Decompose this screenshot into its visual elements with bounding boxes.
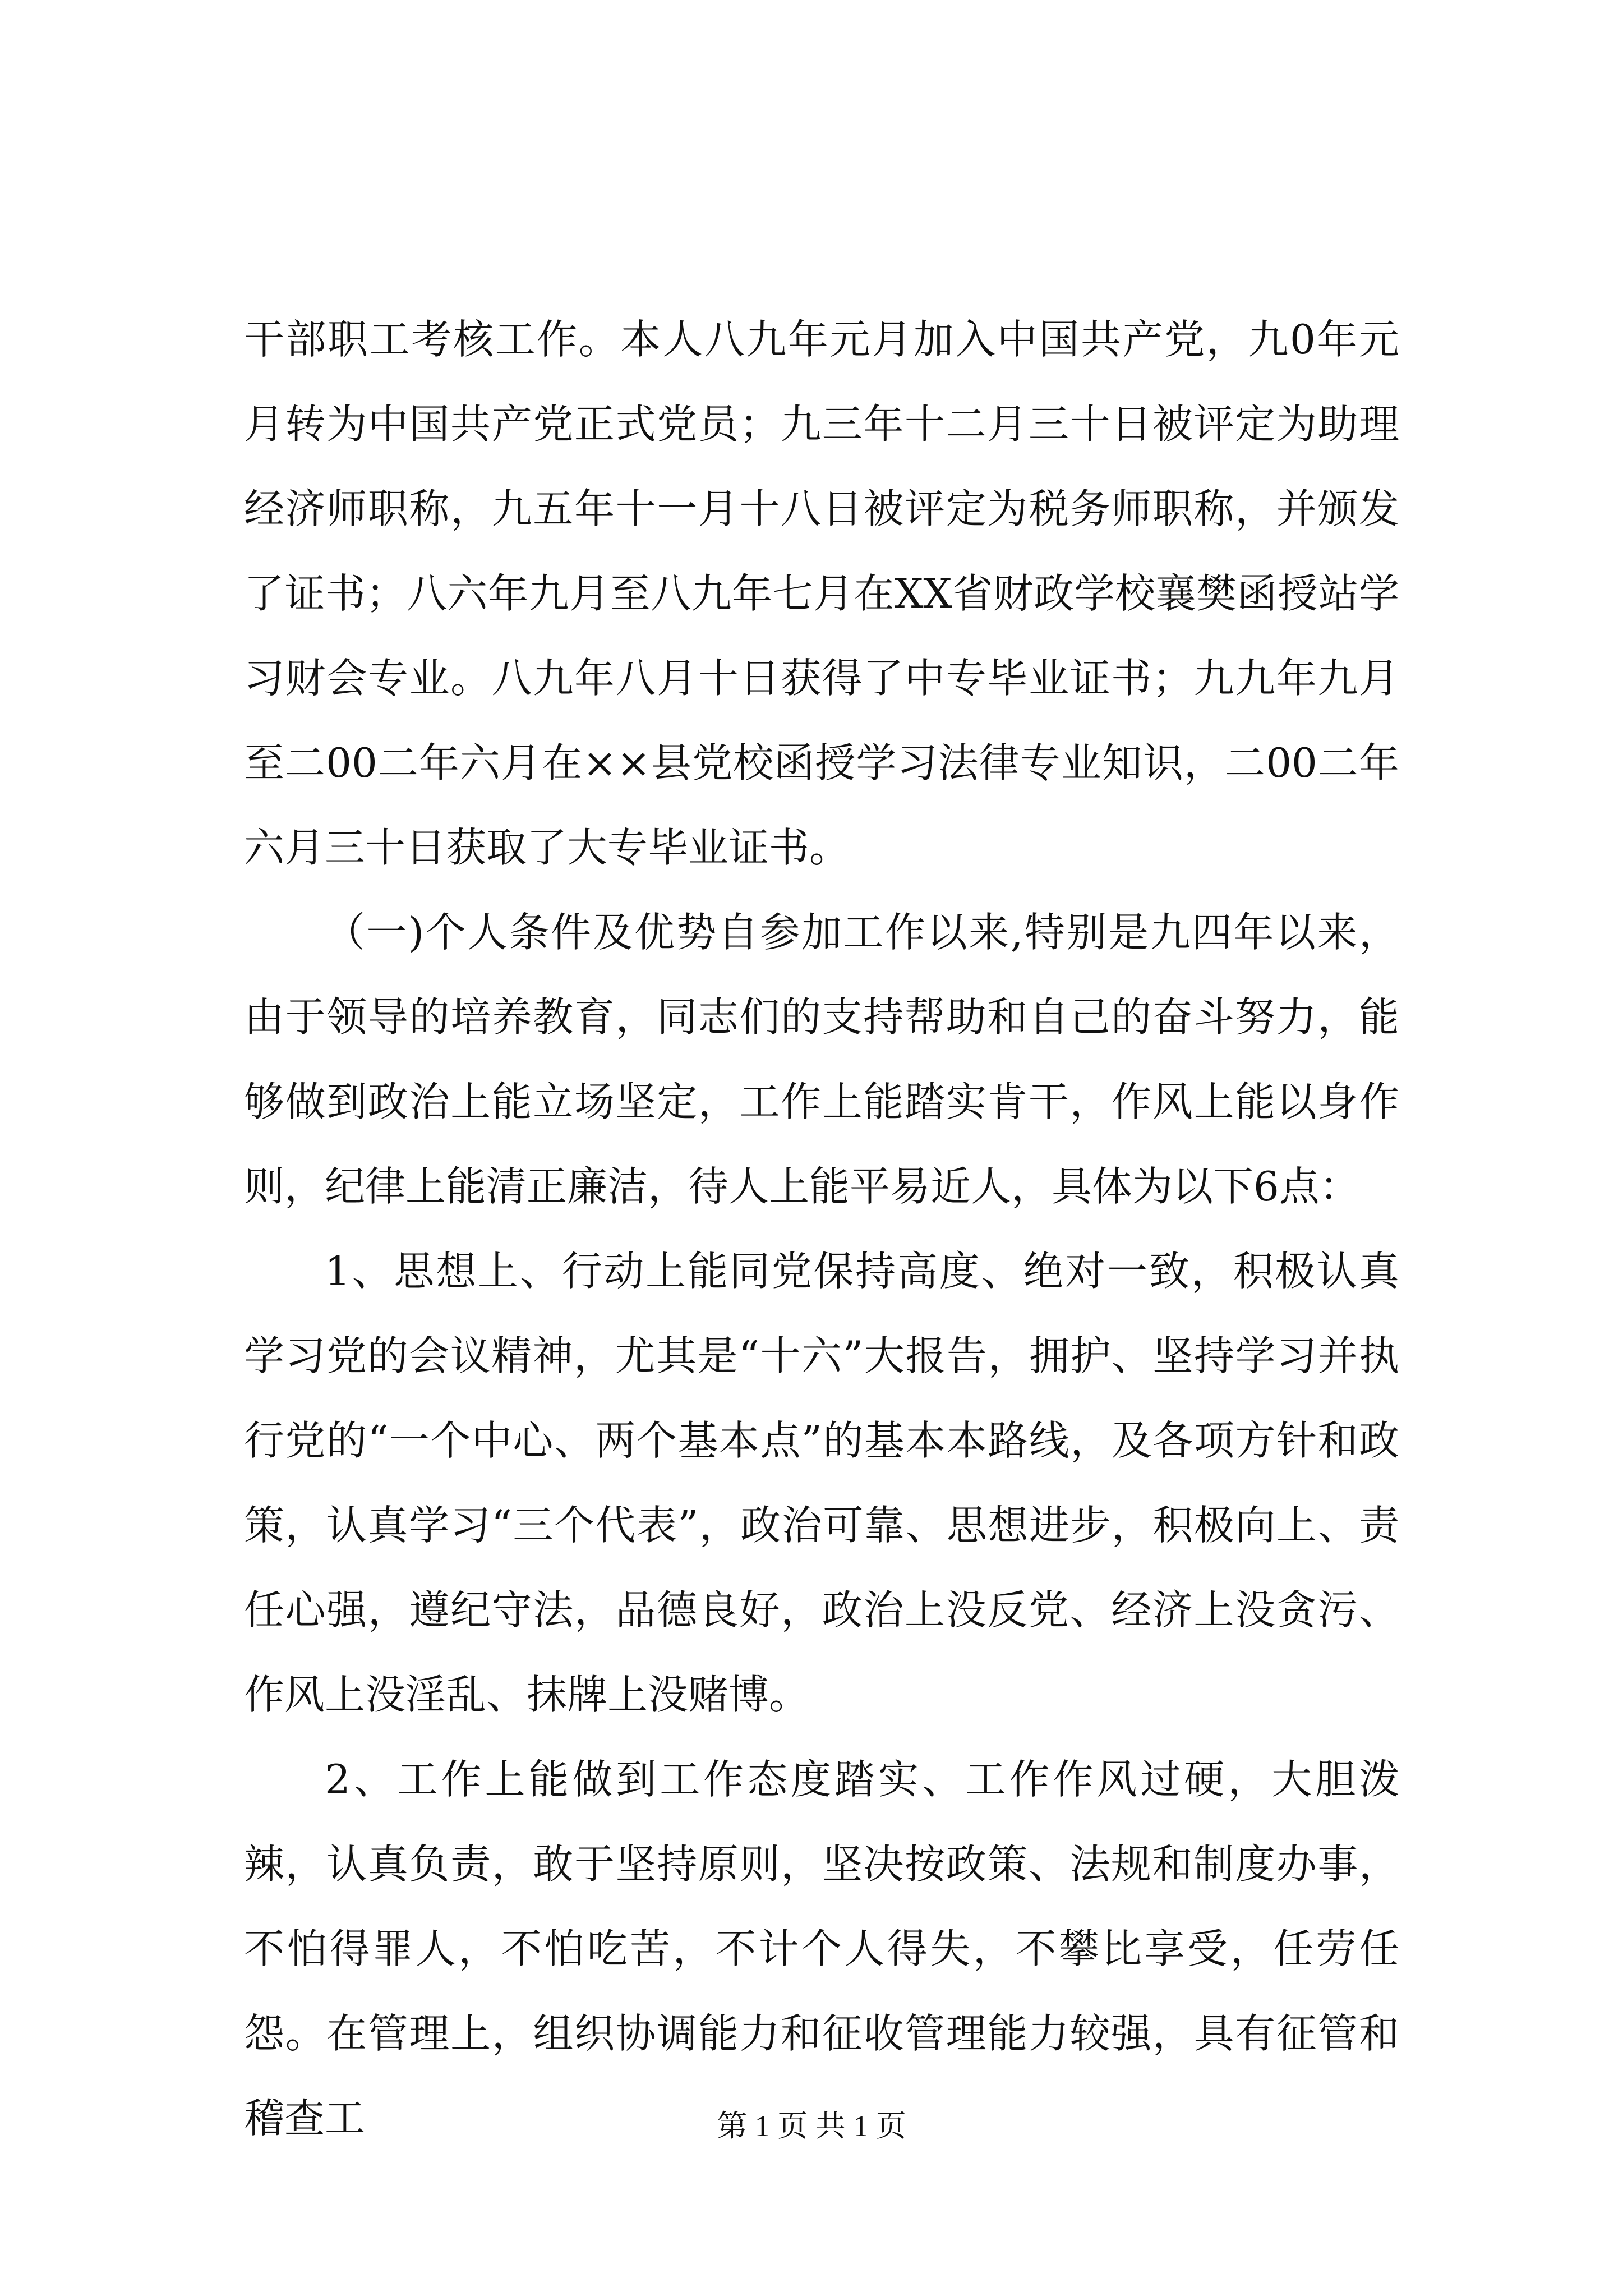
document-body — [244, 297, 1399, 2161]
paragraph-personal-conditions: （一)个人条件及优势自参加工作以来,特别是九四年以来，由于领导的培养教育，同志们的支持帮助和自己的奋斗努力，能够做到政治上能立场坚定，工作上能踏实肯干，作风上能以身作则，纪律上能清正廉洁，待人上能平易近人，具体为以下6点： — [244, 909, 1399, 1210]
paragraph-point-2-work: 2、工作上能做到工作态度踏实、工作作风过硬，大胆泼辣，认真负责，敢于坚持原则，坚决按政策、法规和制度办事，不怕得罪人，不怕吃苦，不计个人得失，不攀比享受，任劳任怨。在管理上，组织协调能力和征收管理能力较强，具有征管和稽查工 — [244, 1756, 1399, 2142]
paragraph-exam-and-education: 干部职工考核工作。本人八九年元月加入中国共产党，九0年元月转为中国共产党正式党员；九三年十二月三十日被评定为助理经济师职称，九五年十一月十八日被评定为税务师职称，并颁发了证书；八六年九月至八九年七月在XX省财政学校襄樊函授站学习财会专业。八九年八月十日获得了中专毕业证书；九九年九月至二00二年六月在××县党校函授学习法律专业知识，二00二年六月三十日获取了大专毕业证书。 — [244, 316, 1399, 871]
page-footer-number: 第 1 页 共 1 页 — [717, 2109, 906, 2143]
paragraph-point-1-ideology: 1、思想上、行动上能同党保持高度、绝对一致，积极认真学习党的会议精神，尤其是“十六”大报告，拥护、坚持学习并执行党的“一个中心、两个基本点”的基本本路线，及各项方针和政策，认真学习“三个代表”，政治可靠、思想进步，积极向上、责任心强，遵纪守法，品德良好，政治上没反党、经济上没贪污、作风上没淫乱、抹牌上没赌博。 — [244, 1248, 1399, 1718]
